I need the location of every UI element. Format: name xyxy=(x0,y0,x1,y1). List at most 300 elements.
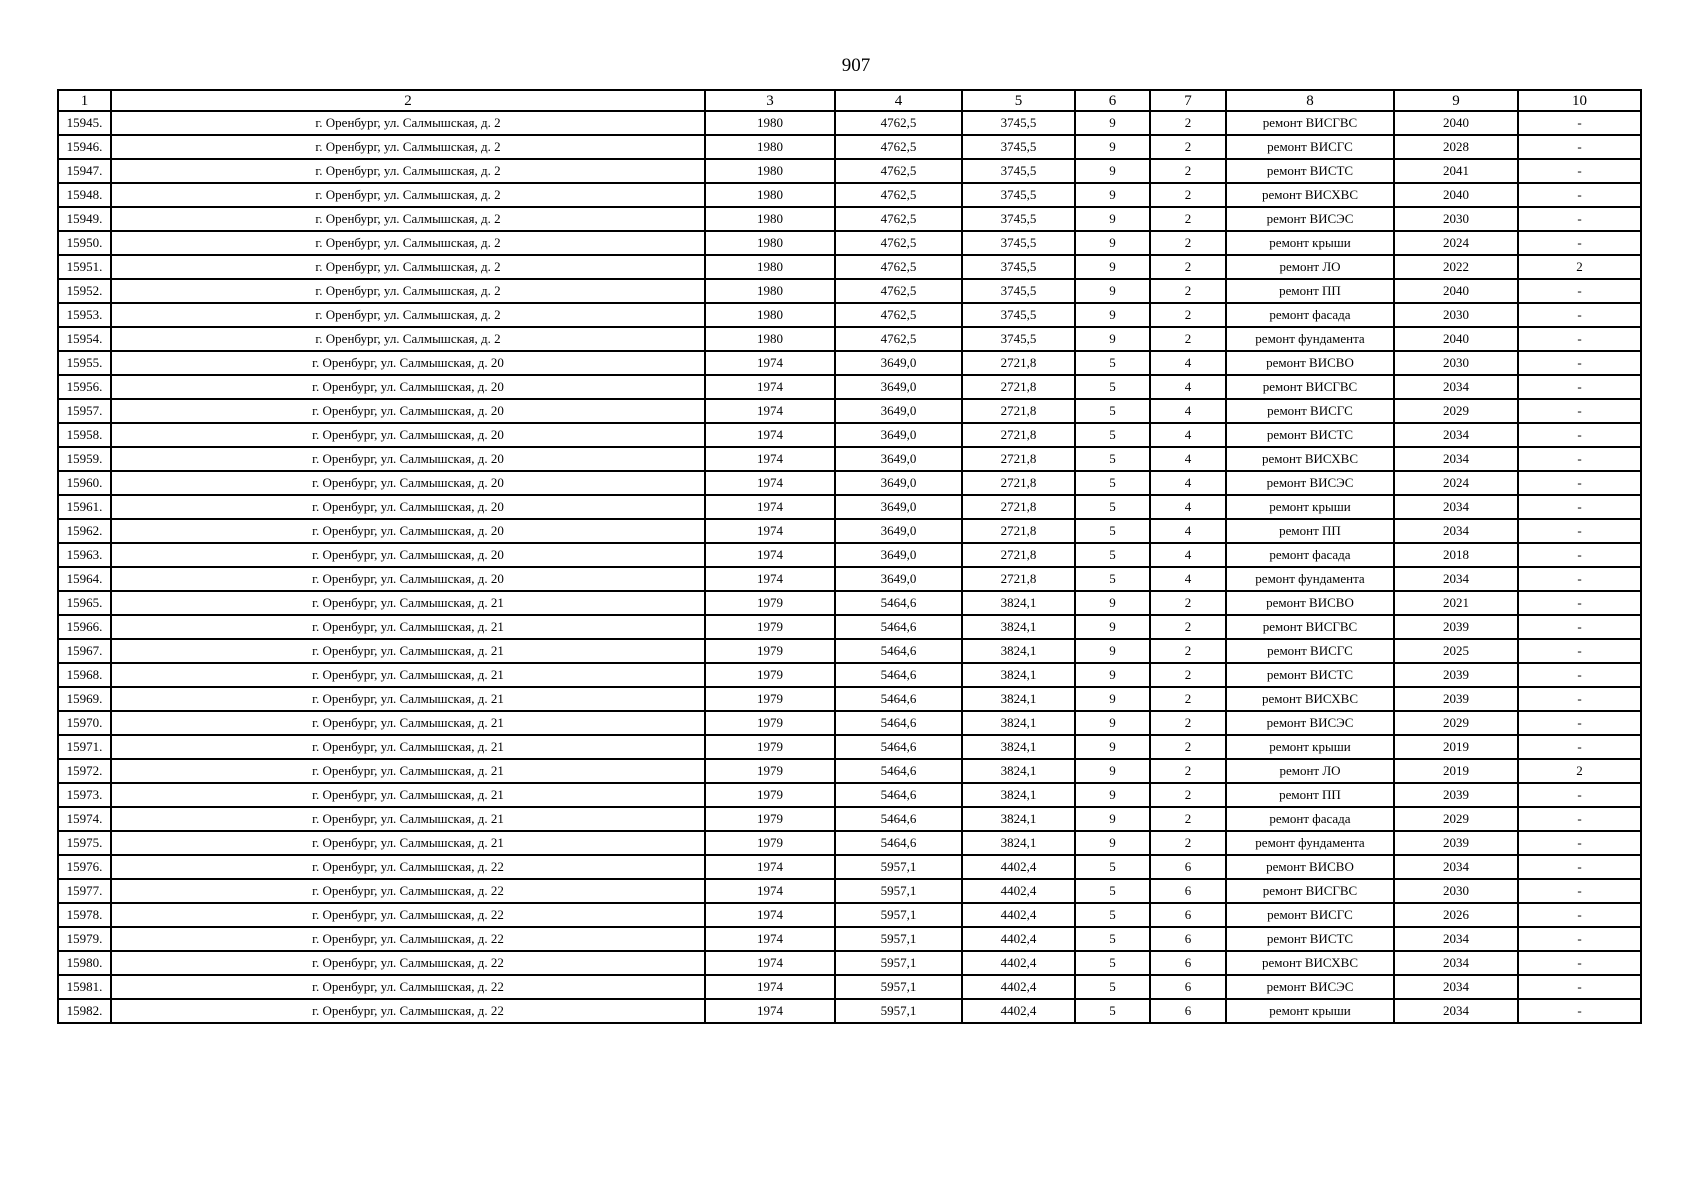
address-cell: г. Оренбург, ул. Салмышская, д. 21 xyxy=(111,663,705,687)
work-type-cell: ремонт ВИСХВС xyxy=(1226,687,1394,711)
row-number-cell: 15948. xyxy=(58,183,111,207)
planned-year-cell: 2034 xyxy=(1394,999,1518,1023)
entrances-cell: 6 xyxy=(1150,927,1226,951)
floors-cell: 5 xyxy=(1075,447,1150,471)
residential-area-cell: 2721,8 xyxy=(962,351,1075,375)
table-row xyxy=(58,303,1641,327)
floors-cell: 9 xyxy=(1075,111,1150,135)
year-cell: 1974 xyxy=(705,999,835,1023)
total-area-cell: 4762,5 xyxy=(835,279,962,303)
entrances-cell: 4 xyxy=(1150,351,1226,375)
address-cell: г. Оренбург, ул. Салмышская, д. 21 xyxy=(111,639,705,663)
table-row xyxy=(58,927,1641,951)
work-type-cell: ремонт ВИСХВС xyxy=(1226,183,1394,207)
table-row xyxy=(58,495,1641,519)
year-cell: 1980 xyxy=(705,327,835,351)
note-cell: - xyxy=(1518,111,1641,135)
total-area-cell: 5957,1 xyxy=(835,855,962,879)
residential-area-cell: 3824,1 xyxy=(962,663,1075,687)
row-number-cell: 15977. xyxy=(58,879,111,903)
work-type-cell: ремонт крыши xyxy=(1226,231,1394,255)
entrances-cell: 4 xyxy=(1150,519,1226,543)
total-area-cell: 3649,0 xyxy=(835,567,962,591)
year-cell: 1974 xyxy=(705,399,835,423)
entrances-cell: 2 xyxy=(1150,255,1226,279)
planned-year-cell: 2024 xyxy=(1394,231,1518,255)
total-area-cell: 5957,1 xyxy=(835,951,962,975)
residential-area-cell: 2721,8 xyxy=(962,375,1075,399)
year-cell: 1979 xyxy=(705,639,835,663)
table-row xyxy=(58,399,1641,423)
row-number-cell: 15945. xyxy=(58,111,111,135)
note-cell: - xyxy=(1518,471,1641,495)
total-area-cell: 4762,5 xyxy=(835,327,962,351)
work-type-cell: ремонт ЛО xyxy=(1226,255,1394,279)
note-cell: - xyxy=(1518,135,1641,159)
work-type-cell: ремонт крыши xyxy=(1226,999,1394,1023)
total-area-cell: 5464,6 xyxy=(835,663,962,687)
row-number-cell: 15965. xyxy=(58,591,111,615)
row-number-cell: 15957. xyxy=(58,399,111,423)
row-number-cell: 15970. xyxy=(58,711,111,735)
work-type-cell: ремонт фундамента xyxy=(1226,831,1394,855)
row-number-cell: 15982. xyxy=(58,999,111,1023)
address-cell: г. Оренбург, ул. Салмышская, д. 21 xyxy=(111,591,705,615)
residential-area-cell: 4402,4 xyxy=(962,855,1075,879)
entrances-cell: 2 xyxy=(1150,183,1226,207)
entrances-cell: 4 xyxy=(1150,543,1226,567)
address-cell: г. Оренбург, ул. Салмышская, д. 21 xyxy=(111,735,705,759)
floors-cell: 5 xyxy=(1075,495,1150,519)
table-row xyxy=(58,879,1641,903)
column-header: 5 xyxy=(962,90,1075,111)
floors-cell: 5 xyxy=(1075,951,1150,975)
floors-cell: 9 xyxy=(1075,807,1150,831)
floors-cell: 5 xyxy=(1075,351,1150,375)
year-cell: 1974 xyxy=(705,375,835,399)
address-cell: г. Оренбург, ул. Салмышская, д. 2 xyxy=(111,327,705,351)
table-row xyxy=(58,471,1641,495)
year-cell: 1974 xyxy=(705,903,835,927)
year-cell: 1980 xyxy=(705,159,835,183)
planned-year-cell: 2040 xyxy=(1394,183,1518,207)
total-area-cell: 5464,6 xyxy=(835,591,962,615)
planned-year-cell: 2019 xyxy=(1394,735,1518,759)
table-row xyxy=(58,951,1641,975)
table-row xyxy=(58,783,1641,807)
floors-cell: 5 xyxy=(1075,423,1150,447)
row-number-cell: 15981. xyxy=(58,975,111,999)
total-area-cell: 5957,1 xyxy=(835,903,962,927)
column-header: 10 xyxy=(1518,90,1641,111)
row-number-cell: 15972. xyxy=(58,759,111,783)
note-cell: - xyxy=(1518,615,1641,639)
repair-schedule-table xyxy=(57,89,1642,1024)
note-cell: - xyxy=(1518,231,1641,255)
total-area-cell: 5464,6 xyxy=(835,615,962,639)
row-number-cell: 15971. xyxy=(58,735,111,759)
row-number-cell: 15959. xyxy=(58,447,111,471)
residential-area-cell: 3824,1 xyxy=(962,735,1075,759)
total-area-cell: 4762,5 xyxy=(835,231,962,255)
work-type-cell: ремонт фасада xyxy=(1226,807,1394,831)
work-type-cell: ремонт ВИСТС xyxy=(1226,663,1394,687)
year-cell: 1980 xyxy=(705,231,835,255)
floors-cell: 9 xyxy=(1075,159,1150,183)
total-area-cell: 5464,6 xyxy=(835,759,962,783)
address-cell: г. Оренбург, ул. Салмышская, д. 2 xyxy=(111,207,705,231)
note-cell: - xyxy=(1518,303,1641,327)
residential-area-cell: 3745,5 xyxy=(962,111,1075,135)
table-row xyxy=(58,855,1641,879)
planned-year-cell: 2039 xyxy=(1394,663,1518,687)
row-number-cell: 15967. xyxy=(58,639,111,663)
address-cell: г. Оренбург, ул. Салмышская, д. 22 xyxy=(111,879,705,903)
work-type-cell: ремонт ВИСГВС xyxy=(1226,615,1394,639)
work-type-cell: ремонт ВИСГВС xyxy=(1226,879,1394,903)
year-cell: 1974 xyxy=(705,495,835,519)
row-number-cell: 15973. xyxy=(58,783,111,807)
address-cell: г. Оренбург, ул. Салмышская, д. 20 xyxy=(111,471,705,495)
residential-area-cell: 3745,5 xyxy=(962,303,1075,327)
planned-year-cell: 2025 xyxy=(1394,639,1518,663)
floors-cell: 9 xyxy=(1075,711,1150,735)
entrances-cell: 4 xyxy=(1150,447,1226,471)
column-number-row xyxy=(58,90,1641,111)
entrances-cell: 2 xyxy=(1150,687,1226,711)
entrances-cell: 6 xyxy=(1150,903,1226,927)
column-header: 4 xyxy=(835,90,962,111)
address-cell: г. Оренбург, ул. Салмышская, д. 22 xyxy=(111,855,705,879)
address-cell: г. Оренбург, ул. Салмышская, д. 2 xyxy=(111,231,705,255)
residential-area-cell: 2721,8 xyxy=(962,447,1075,471)
total-area-cell: 4762,5 xyxy=(835,183,962,207)
address-cell: г. Оренбург, ул. Салмышская, д. 20 xyxy=(111,375,705,399)
year-cell: 1974 xyxy=(705,927,835,951)
residential-area-cell: 3824,1 xyxy=(962,711,1075,735)
entrances-cell: 4 xyxy=(1150,399,1226,423)
residential-area-cell: 3824,1 xyxy=(962,807,1075,831)
note-cell: - xyxy=(1518,447,1641,471)
year-cell: 1980 xyxy=(705,135,835,159)
total-area-cell: 3649,0 xyxy=(835,495,962,519)
note-cell: - xyxy=(1518,279,1641,303)
year-cell: 1974 xyxy=(705,471,835,495)
entrances-cell: 2 xyxy=(1150,159,1226,183)
planned-year-cell: 2041 xyxy=(1394,159,1518,183)
address-cell: г. Оренбург, ул. Салмышская, д. 20 xyxy=(111,519,705,543)
row-number-cell: 15976. xyxy=(58,855,111,879)
work-type-cell: ремонт ЛО xyxy=(1226,759,1394,783)
planned-year-cell: 2034 xyxy=(1394,975,1518,999)
planned-year-cell: 2029 xyxy=(1394,399,1518,423)
address-cell: г. Оренбург, ул. Салмышская, д. 21 xyxy=(111,759,705,783)
planned-year-cell: 2039 xyxy=(1394,687,1518,711)
residential-area-cell: 3745,5 xyxy=(962,231,1075,255)
work-type-cell: ремонт ВИСГС xyxy=(1226,135,1394,159)
table-row xyxy=(58,327,1641,351)
work-type-cell: ремонт ПП xyxy=(1226,783,1394,807)
column-header: 6 xyxy=(1075,90,1150,111)
total-area-cell: 3649,0 xyxy=(835,519,962,543)
note-cell: - xyxy=(1518,951,1641,975)
total-area-cell: 5464,6 xyxy=(835,807,962,831)
floors-cell: 5 xyxy=(1075,519,1150,543)
note-cell: - xyxy=(1518,327,1641,351)
table-row xyxy=(58,543,1641,567)
address-cell: г. Оренбург, ул. Салмышская, д. 20 xyxy=(111,495,705,519)
address-cell: г. Оренбург, ул. Салмышская, д. 21 xyxy=(111,783,705,807)
residential-area-cell: 3745,5 xyxy=(962,255,1075,279)
row-number-cell: 15949. xyxy=(58,207,111,231)
work-type-cell: ремонт крыши xyxy=(1226,495,1394,519)
address-cell: г. Оренбург, ул. Салмышская, д. 2 xyxy=(111,255,705,279)
planned-year-cell: 2028 xyxy=(1394,135,1518,159)
floors-cell: 5 xyxy=(1075,975,1150,999)
planned-year-cell: 2034 xyxy=(1394,423,1518,447)
table-body xyxy=(58,111,1641,1023)
planned-year-cell: 2030 xyxy=(1394,207,1518,231)
planned-year-cell: 2030 xyxy=(1394,879,1518,903)
floors-cell: 9 xyxy=(1075,255,1150,279)
address-cell: г. Оренбург, ул. Салмышская, д. 21 xyxy=(111,687,705,711)
note-cell: - xyxy=(1518,879,1641,903)
floors-cell: 5 xyxy=(1075,999,1150,1023)
note-cell: - xyxy=(1518,543,1641,567)
residential-area-cell: 2721,8 xyxy=(962,423,1075,447)
residential-area-cell: 3745,5 xyxy=(962,135,1075,159)
total-area-cell: 3649,0 xyxy=(835,375,962,399)
address-cell: г. Оренбург, ул. Салмышская, д. 22 xyxy=(111,975,705,999)
floors-cell: 9 xyxy=(1075,663,1150,687)
note-cell: - xyxy=(1518,831,1641,855)
column-header: 3 xyxy=(705,90,835,111)
floors-cell: 9 xyxy=(1075,303,1150,327)
planned-year-cell: 2040 xyxy=(1394,327,1518,351)
residential-area-cell: 4402,4 xyxy=(962,951,1075,975)
floors-cell: 5 xyxy=(1075,855,1150,879)
total-area-cell: 5464,6 xyxy=(835,639,962,663)
note-cell: - xyxy=(1518,183,1641,207)
year-cell: 1980 xyxy=(705,303,835,327)
row-number-cell: 15954. xyxy=(58,327,111,351)
floors-cell: 9 xyxy=(1075,591,1150,615)
entrances-cell: 2 xyxy=(1150,135,1226,159)
table-row xyxy=(58,999,1641,1023)
row-number-cell: 15956. xyxy=(58,375,111,399)
year-cell: 1974 xyxy=(705,951,835,975)
floors-cell: 5 xyxy=(1075,567,1150,591)
year-cell: 1980 xyxy=(705,207,835,231)
table-row xyxy=(58,183,1641,207)
total-area-cell: 5464,6 xyxy=(835,735,962,759)
table-row xyxy=(58,807,1641,831)
entrances-cell: 2 xyxy=(1150,831,1226,855)
table-row xyxy=(58,735,1641,759)
year-cell: 1980 xyxy=(705,183,835,207)
entrances-cell: 2 xyxy=(1150,759,1226,783)
address-cell: г. Оренбург, ул. Салмышская, д. 21 xyxy=(111,711,705,735)
row-number-cell: 15952. xyxy=(58,279,111,303)
floors-cell: 9 xyxy=(1075,639,1150,663)
year-cell: 1974 xyxy=(705,351,835,375)
residential-area-cell: 4402,4 xyxy=(962,879,1075,903)
total-area-cell: 4762,5 xyxy=(835,135,962,159)
year-cell: 1979 xyxy=(705,663,835,687)
work-type-cell: ремонт ВИСГС xyxy=(1226,903,1394,927)
work-type-cell: ремонт ВИСВО xyxy=(1226,351,1394,375)
row-number-cell: 15946. xyxy=(58,135,111,159)
entrances-cell: 6 xyxy=(1150,999,1226,1023)
floors-cell: 5 xyxy=(1075,399,1150,423)
table-row xyxy=(58,111,1641,135)
residential-area-cell: 4402,4 xyxy=(962,927,1075,951)
note-cell: - xyxy=(1518,375,1641,399)
row-number-cell: 15947. xyxy=(58,159,111,183)
row-number-cell: 15969. xyxy=(58,687,111,711)
entrances-cell: 2 xyxy=(1150,279,1226,303)
row-number-cell: 15979. xyxy=(58,927,111,951)
residential-area-cell: 2721,8 xyxy=(962,495,1075,519)
residential-area-cell: 3745,5 xyxy=(962,327,1075,351)
row-number-cell: 15980. xyxy=(58,951,111,975)
planned-year-cell: 2029 xyxy=(1394,711,1518,735)
table-row xyxy=(58,255,1641,279)
residential-area-cell: 4402,4 xyxy=(962,903,1075,927)
work-type-cell: ремонт ВИСТС xyxy=(1226,159,1394,183)
column-header: 7 xyxy=(1150,90,1226,111)
planned-year-cell: 2026 xyxy=(1394,903,1518,927)
year-cell: 1980 xyxy=(705,111,835,135)
floors-cell: 9 xyxy=(1075,831,1150,855)
address-cell: г. Оренбург, ул. Салмышская, д. 22 xyxy=(111,999,705,1023)
floors-cell: 9 xyxy=(1075,207,1150,231)
note-cell: - xyxy=(1518,351,1641,375)
total-area-cell: 5957,1 xyxy=(835,999,962,1023)
planned-year-cell: 2034 xyxy=(1394,447,1518,471)
residential-area-cell: 3824,1 xyxy=(962,615,1075,639)
planned-year-cell: 2040 xyxy=(1394,279,1518,303)
note-cell: - xyxy=(1518,927,1641,951)
row-number-cell: 15951. xyxy=(58,255,111,279)
table-row xyxy=(58,519,1641,543)
total-area-cell: 4762,5 xyxy=(835,255,962,279)
address-cell: г. Оренбург, ул. Салмышская, д. 20 xyxy=(111,447,705,471)
note-cell: - xyxy=(1518,519,1641,543)
year-cell: 1979 xyxy=(705,591,835,615)
table-row xyxy=(58,831,1641,855)
floors-cell: 5 xyxy=(1075,927,1150,951)
address-cell: г. Оренбург, ул. Салмышская, д. 21 xyxy=(111,831,705,855)
total-area-cell: 5464,6 xyxy=(835,711,962,735)
planned-year-cell: 2030 xyxy=(1394,303,1518,327)
row-number-cell: 15950. xyxy=(58,231,111,255)
total-area-cell: 5957,1 xyxy=(835,975,962,999)
total-area-cell: 5464,6 xyxy=(835,831,962,855)
total-area-cell: 3649,0 xyxy=(835,543,962,567)
page-number: 907 xyxy=(841,55,871,76)
year-cell: 1974 xyxy=(705,879,835,903)
floors-cell: 5 xyxy=(1075,471,1150,495)
floors-cell: 9 xyxy=(1075,231,1150,255)
note-cell: - xyxy=(1518,855,1641,879)
table-row xyxy=(58,135,1641,159)
entrances-cell: 2 xyxy=(1150,591,1226,615)
residential-area-cell: 3824,1 xyxy=(962,831,1075,855)
year-cell: 1979 xyxy=(705,615,835,639)
entrances-cell: 2 xyxy=(1150,615,1226,639)
address-cell: г. Оренбург, ул. Салмышская, д. 21 xyxy=(111,615,705,639)
work-type-cell: ремонт ВИСГС xyxy=(1226,639,1394,663)
note-cell: 2 xyxy=(1518,759,1641,783)
row-number-cell: 15978. xyxy=(58,903,111,927)
planned-year-cell: 2024 xyxy=(1394,471,1518,495)
table-row xyxy=(58,975,1641,999)
residential-area-cell: 3745,5 xyxy=(962,279,1075,303)
residential-area-cell: 2721,8 xyxy=(962,399,1075,423)
planned-year-cell: 2034 xyxy=(1394,375,1518,399)
planned-year-cell: 2039 xyxy=(1394,615,1518,639)
entrances-cell: 2 xyxy=(1150,735,1226,759)
table-row xyxy=(58,639,1641,663)
year-cell: 1979 xyxy=(705,759,835,783)
column-header: 2 xyxy=(111,90,705,111)
row-number-cell: 15958. xyxy=(58,423,111,447)
entrances-cell: 2 xyxy=(1150,711,1226,735)
floors-cell: 9 xyxy=(1075,327,1150,351)
entrances-cell: 4 xyxy=(1150,495,1226,519)
year-cell: 1974 xyxy=(705,423,835,447)
address-cell: г. Оренбург, ул. Салмышская, д. 2 xyxy=(111,303,705,327)
row-number-cell: 15966. xyxy=(58,615,111,639)
row-number-cell: 15974. xyxy=(58,807,111,831)
planned-year-cell: 2039 xyxy=(1394,831,1518,855)
address-cell: г. Оренбург, ул. Салмышская, д. 22 xyxy=(111,927,705,951)
address-cell: г. Оренбург, ул. Салмышская, д. 2 xyxy=(111,183,705,207)
work-type-cell: ремонт ВИСГВС xyxy=(1226,375,1394,399)
total-area-cell: 5464,6 xyxy=(835,687,962,711)
address-cell: г. Оренбург, ул. Салмышская, д. 20 xyxy=(111,423,705,447)
address-cell: г. Оренбург, ул. Салмышская, д. 2 xyxy=(111,135,705,159)
work-type-cell: ремонт ВИСХВС xyxy=(1226,951,1394,975)
residential-area-cell: 3745,5 xyxy=(962,207,1075,231)
total-area-cell: 3649,0 xyxy=(835,447,962,471)
total-area-cell: 3649,0 xyxy=(835,351,962,375)
entrances-cell: 2 xyxy=(1150,807,1226,831)
residential-area-cell: 3824,1 xyxy=(962,639,1075,663)
row-number-cell: 15953. xyxy=(58,303,111,327)
table-row xyxy=(58,759,1641,783)
address-cell: г. Оренбург, ул. Салмышская, д. 2 xyxy=(111,159,705,183)
table-row xyxy=(58,687,1641,711)
entrances-cell: 6 xyxy=(1150,951,1226,975)
residential-area-cell: 3824,1 xyxy=(962,759,1075,783)
year-cell: 1974 xyxy=(705,975,835,999)
planned-year-cell: 2021 xyxy=(1394,591,1518,615)
residential-area-cell: 3824,1 xyxy=(962,783,1075,807)
residential-area-cell: 2721,8 xyxy=(962,519,1075,543)
table-row xyxy=(58,567,1641,591)
planned-year-cell: 2034 xyxy=(1394,951,1518,975)
residential-area-cell: 3745,5 xyxy=(962,159,1075,183)
note-cell: - xyxy=(1518,903,1641,927)
planned-year-cell: 2018 xyxy=(1394,543,1518,567)
row-number-cell: 15964. xyxy=(58,567,111,591)
planned-year-cell: 2034 xyxy=(1394,495,1518,519)
year-cell: 1974 xyxy=(705,447,835,471)
year-cell: 1974 xyxy=(705,543,835,567)
note-cell: - xyxy=(1518,687,1641,711)
